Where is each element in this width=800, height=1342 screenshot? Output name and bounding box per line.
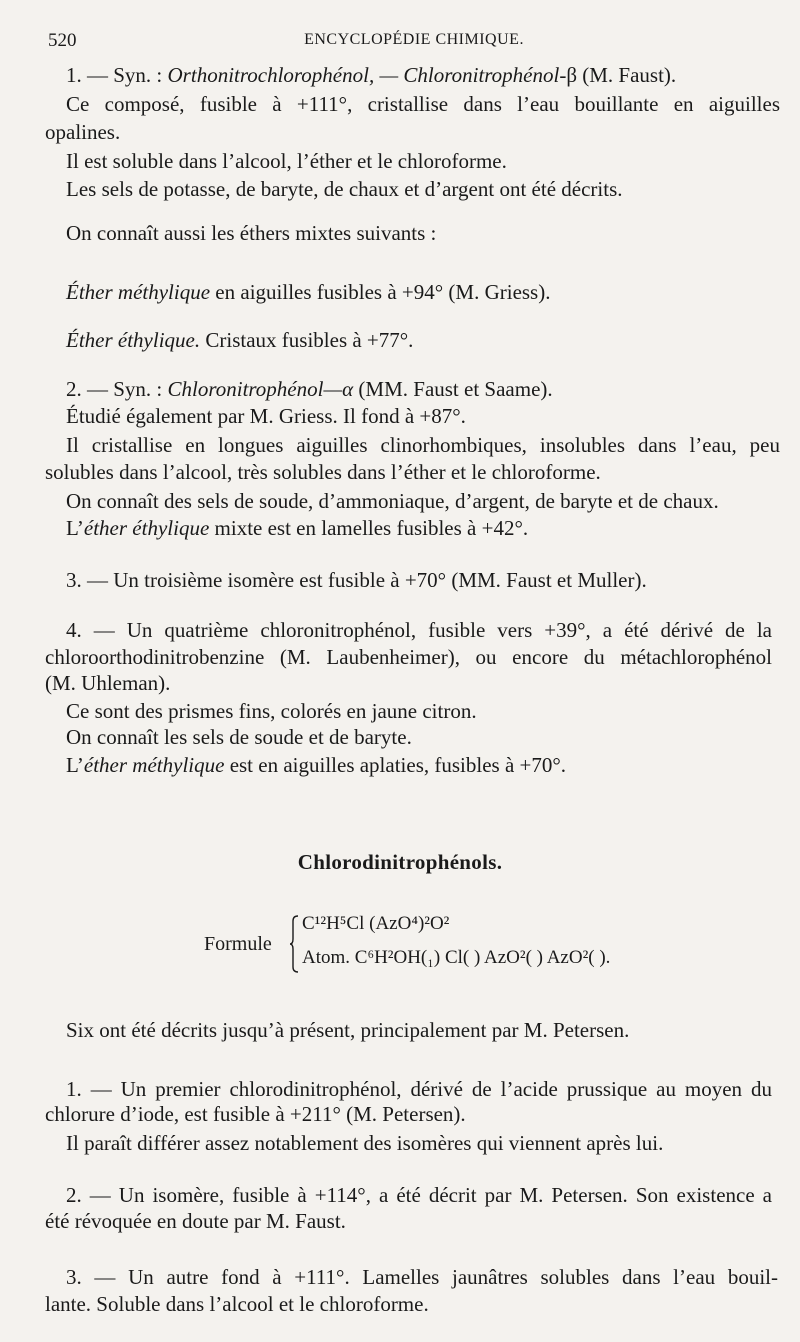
section-heading: Chlorodinitrophénols.: [297, 850, 503, 874]
text-line: lante. Soluble dans l’alcool et le chloroforme.: [45, 1292, 429, 1316]
text-line: 1. — Syn. : Orthonitrochlorophénol, — Chloronitrophénol-β (M. Faust).: [66, 63, 677, 87]
text-line: L’éther méthylique est en aiguilles aplaties, fusibles à +70°.: [66, 753, 567, 777]
text-line: 2. — Un isomère, fusible à +114°, a été décrit par M. Petersen. Son existence a: [66, 1183, 772, 1207]
text-line: été révoquée en doute par M. Faust.: [45, 1209, 346, 1233]
page-header: [48, 30, 780, 56]
text-line: 3. — Un troisième isomère est fusible à +70° (MM. Faust et Muller).: [66, 568, 647, 592]
text-line: L’éther éthylique mixte est en lamelles fusibles à +42°.: [66, 516, 529, 540]
text-line: opalines.: [45, 120, 121, 144]
text-line: Il est soluble dans l’alcool, l’éther et le chloroforme.: [66, 149, 507, 173]
text-line: chlorure d’iode, est fusible à +211° (M. Petersen).: [45, 1102, 466, 1126]
text-line: 3. — Un autre fond à +111°. Lamelles jaunâtres solubles dans l’eau bouil-: [66, 1265, 778, 1289]
text-line: Les sels de potasse, de baryte, de chaux et d’argent ont été décrits.: [66, 177, 623, 201]
formula-label: Formule: [204, 933, 272, 955]
text-line: 2. — Syn. : Chloronitrophénol—α (MM. Faust et Saame).: [66, 377, 553, 401]
text-line: chloroorthodinitrobenzine (M. Laubenheimer), ou encore du métachlorophénol: [45, 645, 772, 669]
formula-line-1: C¹²H⁵Cl (AzO⁴)²O²: [302, 913, 450, 934]
text-line: Six ont été décrits jusqu’à présent, principalement par M. Petersen.: [66, 1018, 630, 1042]
text-line: On connaît les sels de soude et de baryte.: [66, 725, 412, 749]
text-line: On connaît aussi les éthers mixtes suivants :: [66, 221, 437, 245]
formula-line-2: Atom. C⁶H²OH(₁) Cl( ) AzO²( ) AzO²( ).: [302, 947, 611, 968]
text-line: On connaît des sels de soude, d’ammoniaque, d’argent, de baryte et de chaux.: [66, 489, 719, 513]
text-line: Ce composé, fusible à +111°, cristallise dans l’eau bouillante en aiguilles: [66, 92, 780, 116]
text-line: Il cristallise en longues aiguilles clinorhombiques, insolubles dans l’eau, peu: [66, 433, 780, 457]
text-line: (M. Uhleman).: [45, 671, 171, 695]
text-line: Étudié également par M. Griess. Il fond à +87°.: [66, 404, 466, 428]
brace-icon: [290, 915, 299, 973]
text-line: 4. — Un quatrième chloronitrophénol, fusible vers +39°, a été dérivé de la: [66, 618, 772, 642]
text-line: Ce sont des prismes fins, colorés en jaune citron.: [66, 699, 477, 723]
page-number: 520: [48, 30, 77, 51]
text-line: Éther méthylique en aiguilles fusibles à +94° (M. Griess).: [66, 280, 551, 304]
text-line: Éther éthylique. Cristaux fusibles à +77°.: [66, 328, 414, 352]
text-line: 1. — Un premier chlorodinitrophénol, dérivé de l’acide prussique au moyen du: [66, 1077, 772, 1101]
text-line: solubles dans l’alcool, très solubles dans l’éther et le chloroforme.: [45, 460, 601, 484]
running-head: ENCYCLOPÉDIE CHIMIQUE.: [304, 31, 524, 48]
text-line: Il paraît différer assez notablement des isomères qui viennent après lui.: [66, 1131, 664, 1155]
